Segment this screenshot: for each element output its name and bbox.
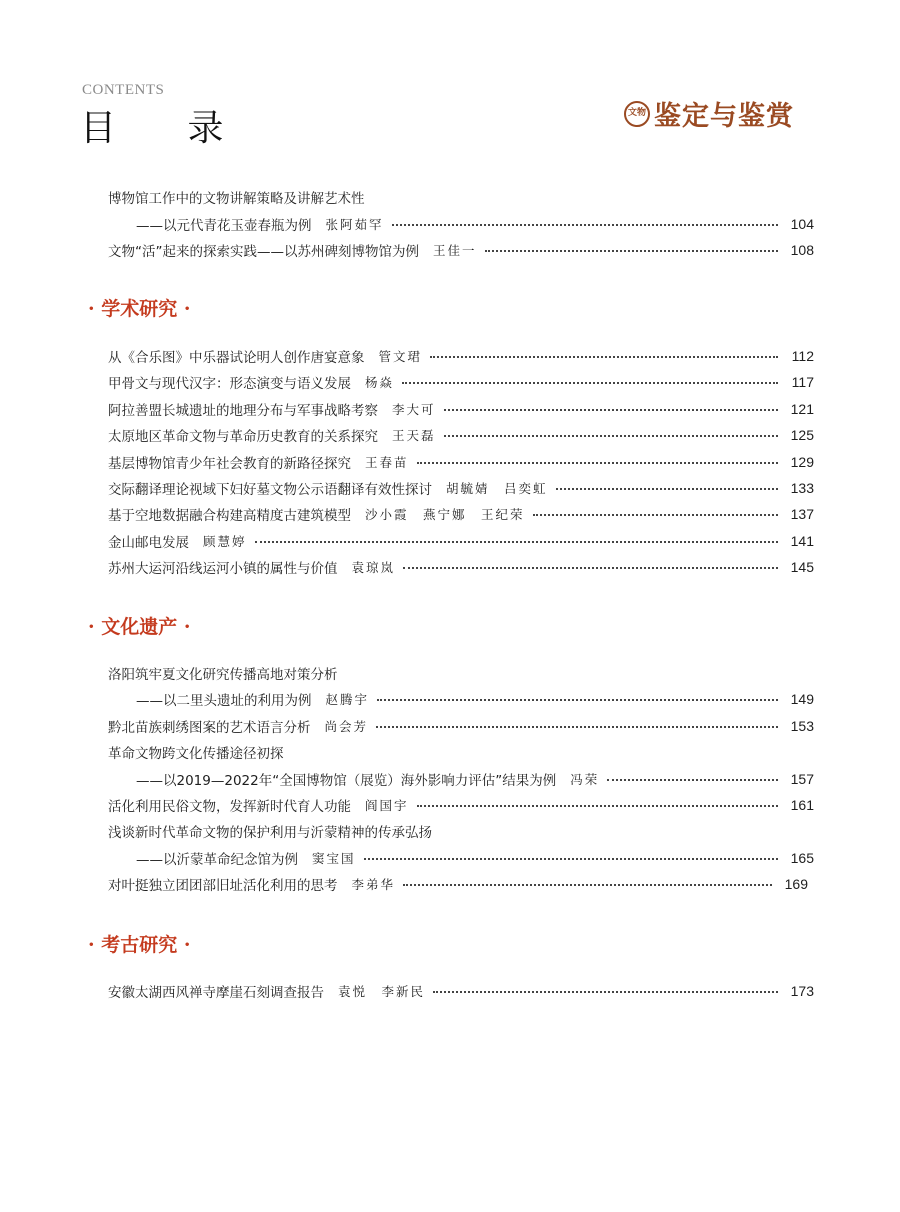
leader-dots: [402, 381, 778, 384]
toc-entry[interactable]: [136, 689, 814, 709]
entry-page: 161: [790, 797, 814, 813]
toc-entry[interactable]: [136, 848, 814, 868]
entry-author: 赵腾宇: [325, 692, 370, 707]
leader-dots: [430, 355, 778, 358]
toc-entry[interactable]: [108, 981, 814, 1001]
entry-author: 王天磊: [392, 428, 436, 443]
leader-dots: [417, 461, 778, 464]
entry-page: 104: [790, 216, 814, 232]
toc-entry[interactable]: [108, 557, 814, 577]
section-heading-heritage: · 文化遗产 ·: [88, 616, 191, 638]
entry-page: 125: [790, 427, 814, 443]
leader-dots: [364, 857, 778, 860]
leader-dots: [376, 725, 778, 728]
entry-page: 108: [790, 242, 814, 258]
entry-author: 王春苗: [365, 455, 409, 470]
toc-entry-cont: [108, 742, 284, 762]
entry-title: ——以元代青花玉壶春瓶为例: [136, 218, 312, 234]
entry-title: 浅谈新时代革命文物的保护利用与沂蒙精神的传承弘扬: [108, 825, 432, 841]
entry-title: 苏州大运河沿线运河小镇的属性与价值: [108, 561, 338, 577]
entry-title: 黔北苗族刺绣图案的艺术语言分析: [108, 720, 311, 736]
entry-title: 甲骨文与现代汉字：形态演变与语义发展: [108, 376, 351, 392]
entry-page: 157: [790, 771, 814, 787]
entry-title: 革命文物跨文化传播途径初探: [108, 746, 284, 762]
entry-title: 基层博物馆青少年社会教育的新路径探究: [108, 456, 351, 472]
entry-title: 阿拉善盟长城遗址的地理分布与军事战略考察: [108, 403, 378, 419]
section-heading-archaeology: · 考古研究 ·: [88, 934, 191, 956]
leader-dots: [556, 487, 778, 490]
leader-dots: [533, 513, 778, 516]
entry-page: 145: [790, 559, 814, 575]
entry-title: 活化利用民俗文物，发挥新时代育人功能: [108, 799, 351, 815]
entry-author: 王佳一: [433, 243, 477, 258]
entry-title: ——以沂蒙革命纪念馆为例: [136, 852, 298, 868]
entry-page: 153: [790, 718, 814, 734]
toc-entry-cont: [108, 187, 365, 207]
entry-author: 冯荣: [570, 772, 600, 787]
entry-title: 博物馆工作中的文物讲解策略及讲解艺术性: [108, 191, 365, 207]
toc-entry[interactable]: [108, 716, 814, 736]
entry-page: 141: [790, 533, 814, 549]
entry-title: 洛阳筑牢夏文化研究传播高地对策分析: [108, 667, 338, 683]
leader-dots: [377, 698, 778, 701]
entry-page: 165: [790, 850, 814, 866]
leader-dots: [417, 804, 778, 807]
entry-title: 安徽太湖西风禅寺摩崖石刻调查报告: [108, 985, 324, 1001]
entry-page: 169: [784, 876, 808, 892]
leader-dots: [433, 990, 778, 993]
entry-author: 阎国宇: [365, 798, 409, 813]
entry-author: 管文珺: [378, 349, 423, 364]
entry-author: 袁琼岚: [351, 560, 396, 575]
leader-dots: [444, 434, 778, 437]
leader-dots: [485, 249, 778, 252]
logo-text: 鉴定与鉴赏: [654, 101, 794, 132]
entry-author: 窦宝国: [312, 851, 356, 866]
entry-page: 117: [791, 374, 814, 390]
entry-author: 李大可: [392, 402, 436, 417]
entry-title: 基于空地数据融合构建高精度古建筑模型: [108, 508, 351, 524]
entry-title: 对叶挺独立团团部旧址活化利用的思考: [108, 878, 338, 894]
toc-entry[interactable]: [136, 214, 814, 234]
toc-entry[interactable]: [108, 372, 814, 392]
toc-entry[interactable]: [108, 425, 814, 445]
toc-entry-cont: [108, 821, 432, 841]
toc-entry[interactable]: [108, 504, 814, 524]
toc-entry[interactable]: [108, 240, 814, 260]
leader-dots: [403, 883, 772, 886]
entry-page: 149: [790, 691, 814, 707]
leader-dots: [607, 778, 778, 781]
leader-dots: [444, 408, 778, 411]
entry-author: 李弟华: [351, 877, 396, 892]
page-title: 目 录: [80, 108, 254, 149]
contents-label: CONTENTS: [82, 82, 165, 98]
entry-page: 112: [791, 348, 814, 364]
entry-title: 从《合乐图》中乐器试论明人创作唐宴意象: [108, 350, 365, 366]
toc-entry-cont: [108, 663, 338, 683]
entry-page: 129: [790, 454, 814, 470]
toc-entry[interactable]: [108, 399, 814, 419]
entry-page: 133: [790, 480, 814, 496]
toc-entry[interactable]: [108, 452, 814, 472]
journal-logo: [624, 94, 794, 133]
entry-title: ——以二里头遗址的利用为例: [136, 693, 312, 709]
entry-author: 杨焱: [365, 375, 395, 390]
logo-seal-icon: 文物: [624, 101, 650, 127]
entry-author: 袁悦 李新民: [338, 984, 426, 999]
section-heading-academic: · 学术研究 ·: [88, 298, 191, 320]
leader-dots: [392, 223, 778, 226]
toc-entry[interactable]: [108, 531, 814, 551]
entry-author: 张阿茹罕: [325, 217, 384, 232]
entry-page: 173: [790, 983, 814, 999]
leader-dots: [255, 540, 778, 543]
entry-author: 沙小霞 燕宁娜 王纪荣: [365, 507, 525, 522]
entry-author: 胡毓婧 吕奕虹: [446, 481, 548, 496]
leader-dots: [403, 566, 778, 569]
entry-author: 尚会芳: [324, 719, 369, 734]
toc-entry[interactable]: [108, 478, 814, 498]
toc-entry[interactable]: [108, 795, 814, 815]
toc-entry[interactable]: [108, 874, 808, 894]
entry-author: 顾慧婷: [203, 534, 247, 549]
entry-title: 金山邮电发展: [108, 535, 189, 551]
toc-entry[interactable]: [136, 769, 814, 789]
entry-page: 137: [790, 506, 814, 522]
entry-title: 太原地区革命文物与革命历史教育的关系探究: [108, 429, 378, 445]
entry-title: ——以2019—2022年“全国博物馆（展览）海外影响力评估”结果为例: [136, 773, 557, 789]
entry-page: 121: [790, 401, 814, 417]
entry-title: 交际翻译理论视域下妇好墓文物公示语翻译有效性探讨: [108, 482, 432, 498]
entry-title: 文物“活”起来的探索实践——以苏州碑刻博物馆为例: [108, 244, 419, 260]
toc-entry[interactable]: [108, 346, 814, 366]
